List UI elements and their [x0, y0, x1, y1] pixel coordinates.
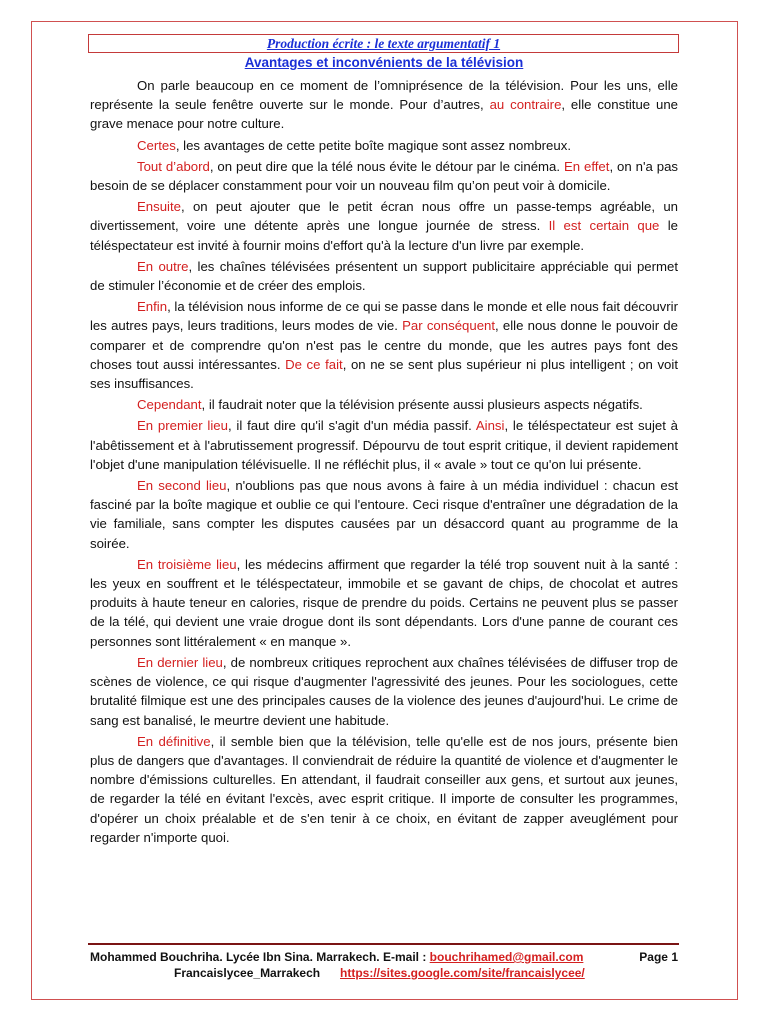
paragraph-text: , la télévision nous informe de ce qui se passe dans le monde et elle nous fait découvrir les autres pays, leurs traditions, leurs modes de vie.	[90, 299, 678, 334]
paragraph-text: , on n'a pas besoin de se déplacer constamment pour voir un nouveau film qu’on peut voir à domicile.	[90, 158, 678, 194]
paragraph	[90, 416, 678, 474]
connector-word: De ce fait	[285, 356, 343, 372]
paragraph-text: , il faudrait noter que la télévision présente aussi plusieurs aspects négatifs.	[201, 397, 643, 413]
paragraph-text: , les avantages de cette petite boîte magique sont assez nombreux.	[175, 137, 571, 153]
paragraph-text: , le téléspectateur est sujet à l'abêtissement et à l'abrutissement progressif. Dépourvu de tout esprit critique, il devient rapidement l'objet d'une manipulation télévisuelle. Il ne réfléchit plus, il « avale » tout ce qu'on lui présente.	[90, 418, 678, 472]
paragraph-text: On parle beaucoup en ce moment de l’omniprésence de la télévision. Pour les uns, elle représente la seule fenêtre ouverte sur le monde. Pour d’autres,	[90, 78, 678, 113]
paragraph-text: , les chaînes télévisées présentent un support publicitaire appréciable qui permet de stimuler l’économie et de créer des emplois.	[90, 258, 678, 294]
footer-line-1	[90, 949, 678, 966]
paragraph	[90, 257, 678, 295]
author-info: Mohammed Bouchriha. Lycée Ibn Sina. Marrakech. E-mail :	[90, 950, 430, 964]
connector-word: En outre	[137, 258, 189, 274]
paragraph	[90, 136, 678, 155]
connector-word: En second lieu	[137, 478, 227, 494]
page-number: Page 1	[639, 950, 678, 964]
paragraph	[90, 157, 678, 195]
paragraph-text: , les médecins affirment que regarder la télé trop souvent nuit à la santé : les yeux en souffrent et le téléspectateur, immobile et se gavant de chips, de chocolat et autres produits à haute teneur en calories, risque de prendre du poids. Certains ne peuvent plus se passer de la télé, qui devient une vraie drogue dont ils sont dépendants. Lors d'une panne de courant ces personnes sont littéralement « en manque ».	[90, 556, 678, 649]
paragraph-text: , il faut dire qu'il s'agit d'un média passif.	[227, 418, 476, 434]
connector-word: En premier lieu	[137, 418, 228, 434]
site-name: Francaislycee_Marrakech	[174, 966, 321, 980]
site-link[interactable]: https://sites.google.com/site/francaislycee/	[340, 966, 585, 980]
paragraph	[90, 197, 678, 255]
title-box	[88, 34, 679, 53]
connector-word: En troisième lieu	[137, 556, 237, 572]
paragraph	[90, 476, 678, 553]
paragraph	[90, 653, 678, 730]
connector-word: Par conséquent	[402, 318, 496, 334]
connector-word: En effet	[563, 158, 610, 174]
connector-word: Certes	[137, 137, 176, 153]
paragraph	[90, 395, 678, 414]
paragraph-text: , on peut dire que la télé nous évite le détour par le cinéma.	[209, 158, 564, 174]
paragraph	[90, 297, 678, 393]
connector-word: Il est certain que	[548, 218, 660, 234]
connector-word: au contraire	[489, 97, 562, 113]
email-link[interactable]: bouchrihamed@gmail.com	[429, 950, 584, 964]
paragraph	[90, 555, 678, 651]
connector-word: Tout d’abord	[137, 158, 210, 174]
connector-word: En dernier lieu	[137, 654, 223, 670]
connector-word: Cependant	[137, 397, 202, 413]
paragraph-text: , n'oublions pas que nous avons à faire à un média individuel : chacun est fasciné par la boîte magique et oublie ce qui l'entoure. Ceci risque d'entraîner une dégradation de la vie familiale, sans compter les disputes causées par un désaccord quant au programme de la soirée.	[90, 478, 678, 551]
paragraph	[90, 76, 678, 134]
document-title: Production écrite : le texte argumentatif 1	[266, 36, 501, 51]
connector-word: Ensuite	[137, 199, 181, 215]
paragraph-text: , elle constitue une grave menace pour notre culture.	[90, 97, 678, 132]
paragraph-text: , il semble bien que la télévision, telle qu'elle est de nos jours, présente bien plus de dangers que d'avantages. Il conviendrait de réduire la quantité de violence et d'augmenter le nombre d'émissions culturelles. En attendant, il faudrait conseiller aux gens, et surtout aux jeunes, de regarder la télé en évitant l'excès, avec esprit critique. Il importe de consulter les programmes, d'opérer un choix préalable et de s'en tenir à ce choix, en évitant de zapper aveuglément pour regarder n'importe quoi.	[90, 733, 679, 845]
footer-author	[90, 949, 583, 966]
connector-word: Ainsi	[475, 418, 505, 434]
paragraph-text: , de nombreux critiques reprochent aux chaînes télévisées de diffuser trop de scènes de violence, ce qui risque d'augmenter l'agressivité des jeunes. Pour les sociologues, cette brutalité filmique est une des principales causes de la violence des jeunes d'aujourd'hui. Le crime de sang est banalisé, le meurtre devient une habitude.	[90, 654, 678, 728]
connector-word: En définitive	[137, 733, 211, 749]
paragraph-text: , elle nous donne le pouvoir de comparer et de comprendre qu'on n'est pas le centre du monde, que les autres pays font des choses tout aussi intéressantes.	[90, 318, 678, 372]
document-subtitle: Avantages et inconvénients de la télévision	[244, 55, 524, 70]
connector-word: Enfin	[137, 299, 168, 315]
footer-divider	[88, 943, 679, 945]
paragraph-text: , on peut ajouter que le petit écran nous offre un passe-temps agréable, un divertissement, voire une détente après une longue journée de stress.	[90, 199, 678, 234]
paragraph-text: le téléspectateur est invité à fournir moins d'effort qu'à la lecture d'un livre par exemple.	[90, 218, 678, 253]
paragraph	[90, 732, 678, 847]
paragraph-text: , on ne se sent plus supérieur ni plus intelligent ; on voit ses insuffisances.	[90, 356, 678, 392]
argumentative-text	[90, 76, 678, 847]
